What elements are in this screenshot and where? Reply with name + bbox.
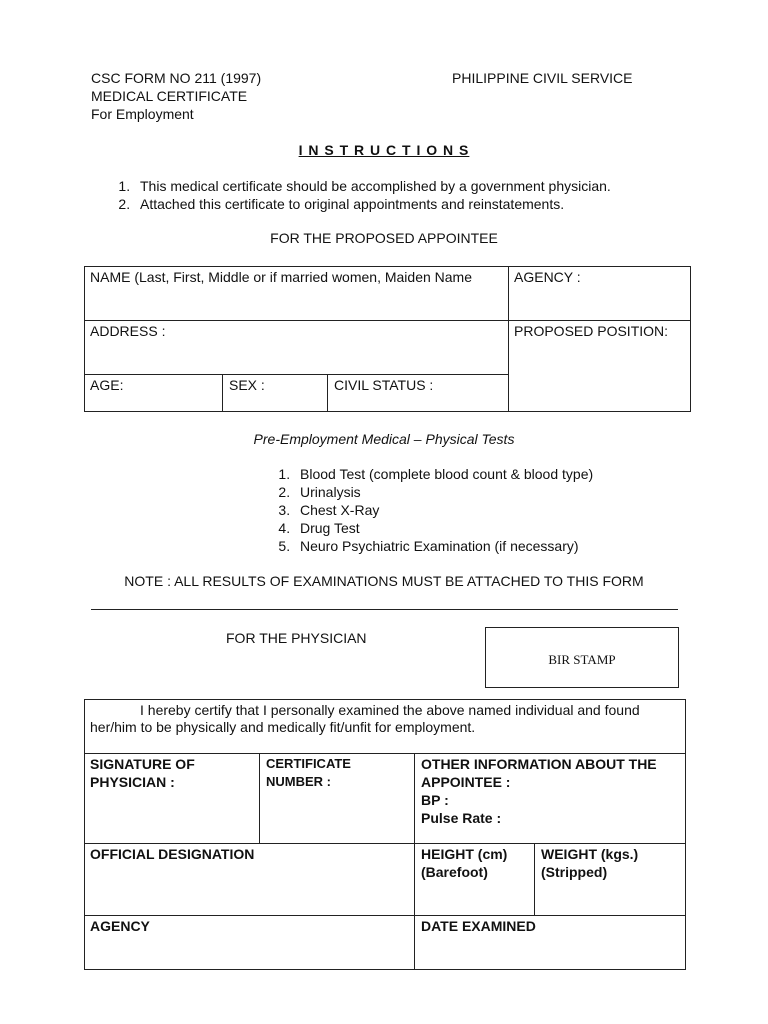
position-field-label: PROPOSED POSITION: <box>514 323 669 339</box>
instructions-list <box>112 177 732 213</box>
tests-list <box>272 465 712 555</box>
other-info-label: OTHER INFORMATION ABOUT THE APPOINTEE : BP : Pulse Rate : <box>421 756 657 826</box>
results-note: NOTE : ALL RESULTS OF EXAMINATIONS MUST BE ATTACHED TO THIS FORM <box>124 573 644 589</box>
tests-title: Pre-Employment Medical – Physical Tests <box>253 431 515 447</box>
test-item: 3. Chest X-Ray <box>294 501 712 519</box>
certification-table <box>84 699 686 970</box>
height-label: HEIGHT (cm) (Barefoot) <box>421 846 508 880</box>
instructions-heading: I N S T R U C T I O N S <box>298 142 470 158</box>
test-item: 4. Drug Test <box>294 519 712 537</box>
name-field-label: NAME (Last, First, Middle or if married women, Maiden Name <box>90 269 472 285</box>
weight-label: WEIGHT (kgs.) (Stripped) <box>541 846 639 880</box>
test-item: 5. Neuro Psychiatric Examination (if necessary) <box>294 537 712 555</box>
physician-section-title: FOR THE PHYSICIAN <box>226 630 367 646</box>
form-number: CSC FORM NO 211 (1997) <box>91 70 262 86</box>
certify-statement-line-1: I hereby certify that I personally examined the above named individual and found <box>140 702 640 718</box>
instruction-item: 2. Attached this certificate to original appointments and reinstatements. <box>134 195 732 213</box>
divider <box>91 609 678 610</box>
date-examined-label: DATE EXAMINED <box>421 918 536 934</box>
instruction-item: 1. This medical certificate should be accomplished by a government physician. <box>134 177 732 195</box>
agency-header: PHILIPPINE CIVIL SERVICE <box>452 70 633 86</box>
certificate-number-label: CERTIFICATE NUMBER : <box>266 756 351 789</box>
bp-label: BP : <box>421 792 449 808</box>
sex-field-label: SEX : <box>229 377 265 393</box>
official-designation-label: OFFICIAL DESIGNATION <box>90 846 255 862</box>
agency-label: AGENCY <box>90 918 150 934</box>
form-subtitle: For Employment <box>91 106 194 122</box>
civil-status-field-label: CIVIL STATUS : <box>334 377 434 393</box>
address-field-label: ADDRESS : <box>90 323 166 339</box>
agency-field-label: AGENCY : <box>514 269 581 285</box>
form-title: MEDICAL CERTIFICATE <box>91 88 248 104</box>
signature-label: SIGNATURE OF PHYSICIAN : <box>90 756 195 790</box>
test-item: 2. Urinalysis <box>294 483 712 501</box>
certify-statement-line-2: her/him to be physically and medically fit/unfit for employment. <box>90 719 476 735</box>
test-item: 1. Blood Test (complete blood count & blood type) <box>294 465 712 483</box>
bir-stamp-label: BIR STAMP <box>548 652 616 667</box>
age-field-label: AGE: <box>90 377 124 393</box>
appointee-section-title: FOR THE PROPOSED APPOINTEE <box>270 230 498 246</box>
pulse-rate-label: Pulse Rate : <box>421 810 502 826</box>
